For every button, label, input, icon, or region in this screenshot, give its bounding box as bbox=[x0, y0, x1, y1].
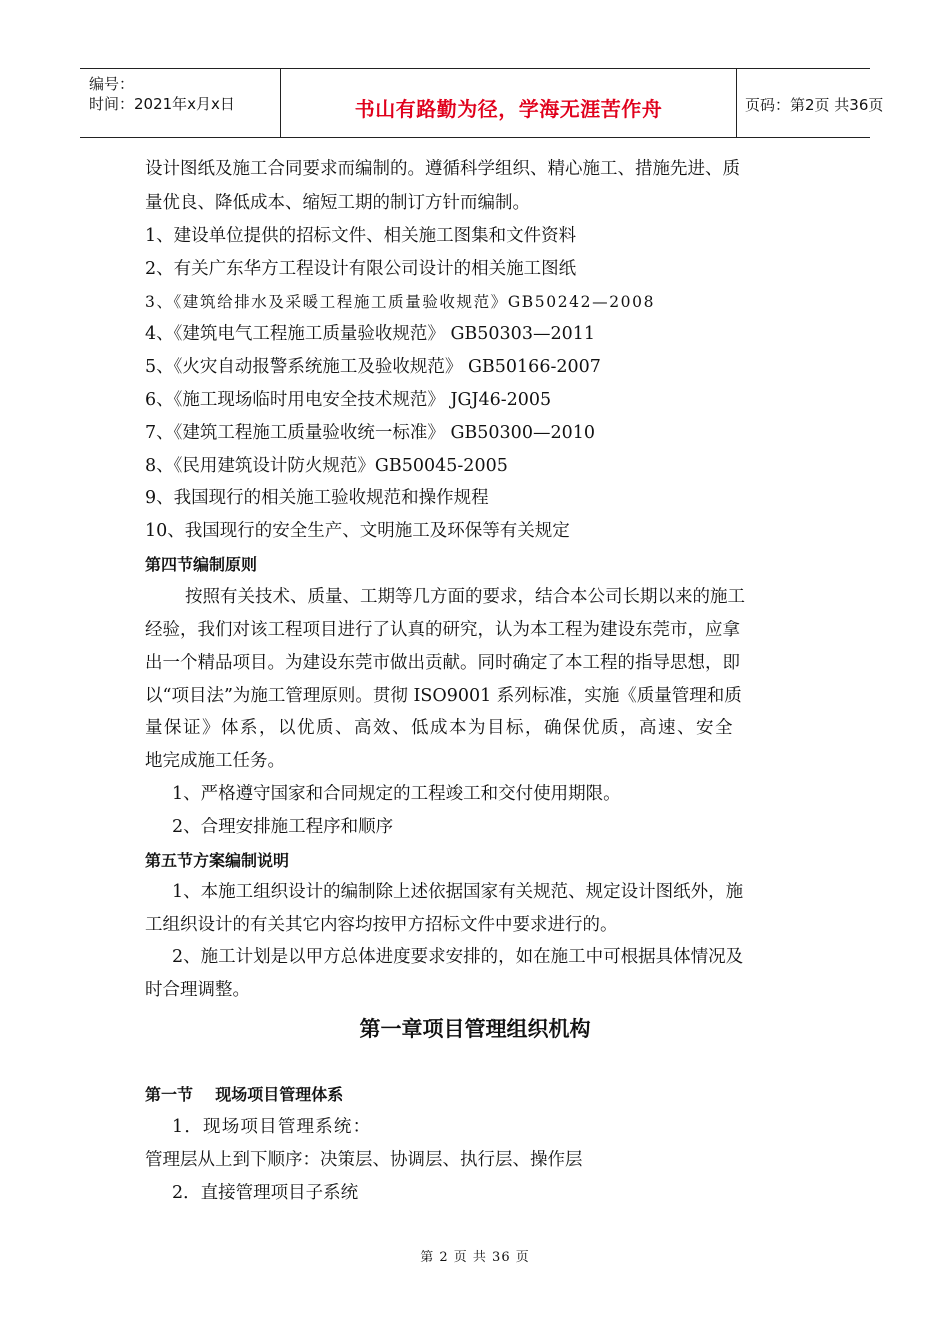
time-label: 时间：2021年x月x日 bbox=[89, 95, 235, 113]
paragraph-line: 2、施工计划是以甲方总体进度要求安排的，如在施工中可根据具体情况及 bbox=[172, 947, 744, 967]
paragraph-line: 时合理调整。 bbox=[145, 980, 250, 1000]
paragraph-line: 按照有关技术、质量、工期等几方面的要求，结合本公司长期以来的施工 bbox=[185, 587, 745, 607]
header-left-cell bbox=[80, 69, 280, 137]
number-label: 编号： bbox=[89, 75, 135, 93]
header-page-info: 页码：第2页 共36页 bbox=[745, 96, 884, 114]
list-item: 2．直接管理项目子系统 bbox=[172, 1183, 359, 1203]
page-header bbox=[80, 68, 884, 138]
paragraph-line: 量优良、降低成本、缩短工期的制订方针而编制。 bbox=[145, 193, 530, 213]
list-item: 1、建设单位提供的招标文件、相关施工图集和文件资料 bbox=[145, 226, 577, 246]
list-item: 3、《建筑给排水及采暖工程施工质量验收规范》GB50242—2008 bbox=[145, 293, 656, 311]
header-center-cell bbox=[280, 69, 737, 137]
paragraph-line: 经验，我们对该工程项目进行了认真的研究，认为本工程为建设东莞市，应拿 bbox=[145, 620, 740, 640]
paragraph-line: 管理层从上到下顺序：决策层、协调层、执行层、操作层 bbox=[145, 1150, 583, 1170]
section-heading: 第四节编制原则 bbox=[145, 555, 258, 574]
paragraph-line: 工组织设计的有关其它内容均按甲方招标文件中要求进行的。 bbox=[145, 915, 618, 935]
list-item: 7、《建筑工程施工质量验收统一标准》 GB50300—2010 bbox=[145, 423, 595, 443]
section-heading: 第一节 现场项目管理体系 bbox=[145, 1085, 344, 1104]
list-item: 2、有关广东华方工程设计有限公司设计的相关施工图纸 bbox=[145, 259, 577, 279]
list-item: 8、《民用建筑设计防火规范》GB50045-2005 bbox=[145, 456, 508, 476]
list-item: 10、我国现行的安全生产、文明施工及环保等有关规定 bbox=[145, 521, 570, 541]
chapter-title: 第一章项目管理组织机构 bbox=[359, 1017, 591, 1041]
paragraph-line: 出一个精品项目。为建设东莞市做出贡献。同时确定了本工程的指导思想，即 bbox=[145, 653, 740, 673]
paragraph-line: 1、本施工组织设计的编制除上述依据国家有关规范、规定设计图纸外，施 bbox=[172, 882, 744, 902]
list-item: 4、《建筑电气工程施工质量验收规范》 GB50303—2011 bbox=[145, 324, 595, 344]
list-item: 6、《施工现场临时用电安全技术规范》 JGJ46-2005 bbox=[145, 390, 552, 410]
paragraph-line: 以“项目法”为施工管理原则。贯彻 ISO9001 系列标准，实施《质量管理和质 bbox=[145, 686, 742, 706]
section-heading: 第五节方案编制说明 bbox=[145, 851, 290, 870]
list-item: 2、合理安排施工程序和顺序 bbox=[172, 817, 394, 837]
list-item: 9、我国现行的相关施工验收规范和操作规程 bbox=[145, 488, 489, 508]
header-right-cell bbox=[736, 69, 884, 137]
header-slogan: 书山有路勤为径，学海无涯苦作舟 bbox=[354, 97, 663, 121]
paragraph-line: 地完成施工任务。 bbox=[145, 751, 285, 771]
list-item: 5、《火灾自动报警系统施工及验收规范》 GB50166-2007 bbox=[145, 357, 601, 377]
paragraph-line: 量保证》体系，以优质、高效、低成本为目标，确保优质，高速、安全 bbox=[145, 718, 734, 738]
page-footer: 第 2 页 共 36 页 bbox=[420, 1250, 530, 1265]
paragraph-line: 设计图纸及施工合同要求而编制的。遵循科学组织、精心施工、措施先进、质 bbox=[145, 159, 740, 179]
list-item: 1、严格遵守国家和合同规定的工程竣工和交付使用期限。 bbox=[172, 784, 621, 804]
list-item: 1．现场项目管理系统： bbox=[172, 1117, 372, 1137]
